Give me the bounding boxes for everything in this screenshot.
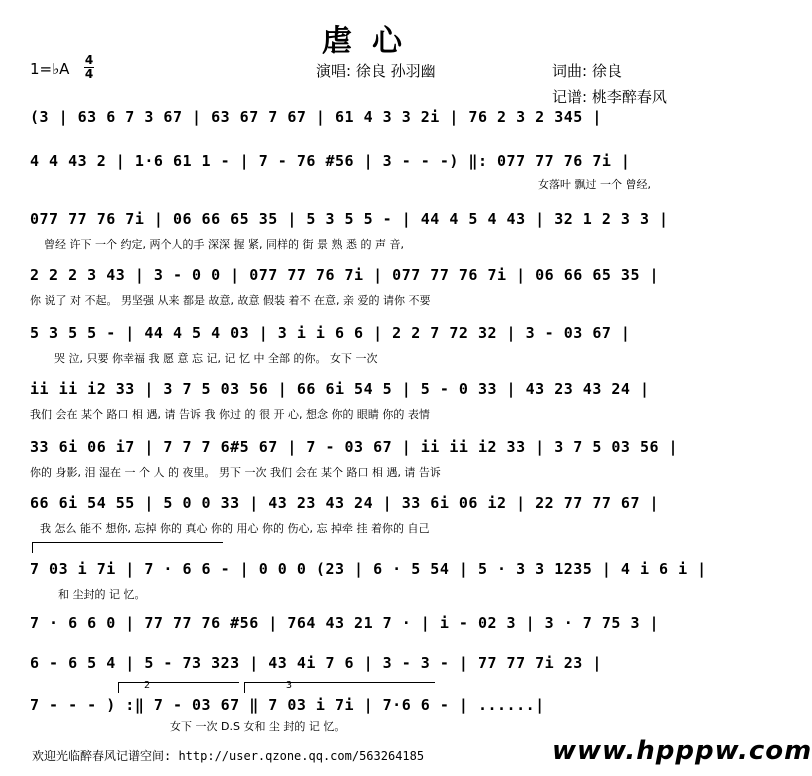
volta-2-number: 2 <box>144 680 151 691</box>
key-signature: 1=♭A <box>30 60 70 78</box>
row-3-lyrics: 曾经 许下 一个 约定, 两个人的手 深深 握 紧, 同样的 街 景 熟 悉 的 声 音, <box>44 238 404 251</box>
row-12-lyrics: 女下 一次 D.S 女和 尘 封的 记 忆。 <box>170 720 346 733</box>
volta-3-number: 3 <box>286 680 293 691</box>
row-9-lyrics: 和 尘封的 记 忆。 <box>58 588 146 601</box>
row-4-lyrics: 你 说了 对 不起。 男坚强 从来 都是 故意, 故意 假装 着不 在意, 亲 爱的 请你 不要 <box>30 294 431 307</box>
row-7-lyrics: 你的 身影, 泪 湿在 一 个 人 的 夜里。 男下 一次 我们 会在 某个 路口 相 遇, 请 告诉 <box>30 466 441 479</box>
slur-bracket <box>32 542 223 553</box>
row-6-notes: ii ii i2 33 | 3 7 5 03 56 | 66 6i 54 5 | 5 - 0 33 | 43 23 43 24 | <box>30 380 650 398</box>
transcriber: 记谱: 桃李醉春风 <box>552 88 667 106</box>
volta-3-bracket <box>244 682 435 693</box>
site-logo: www.hpppw.com <box>552 736 812 766</box>
footer-text: 欢迎光临醉春风记谱空间: http://user.qzone.qq.com/563264185 <box>32 749 425 763</box>
singers: 演唱: 徐良 孙羽幽 <box>316 62 436 80</box>
time-signature <box>84 54 94 81</box>
row-5-notes: 5 3 5 5 - | 44 4 5 4 03 | 3 i i 6 6 | 2 2 7 72 32 | 3 - 03 67 | <box>30 324 631 342</box>
row-3-notes: 077 77 76 7i | 06 66 65 35 | 5 3 5 5 - | 44 4 5 4 43 | 32 1 2 3 3 | <box>30 210 669 228</box>
row-9-notes: 7 03 i 7i | 7 · 6 6 - | 0 0 0 (23 | 6 · 5 54 | 5 · 3 3 1235 | 4 i 6 i | <box>30 560 707 578</box>
row-8-lyrics: 我 怎么 能不 想你, 忘掉 你的 真心 你的 用心 你的 伤心, 忘 掉牵 挂 着你的 自己 <box>40 522 430 535</box>
row-8-notes: 66 6i 54 55 | 5 0 0 33 | 43 23 43 24 | 33 6i 06 i2 | 22 77 77 67 | <box>30 494 660 512</box>
row-6-lyrics: 我们 会在 某个 路口 相 遇, 请 告诉 我 你过 的 很 开 心, 想念 你的 眼睛 你的 表情 <box>30 408 430 421</box>
row-12-notes: 7 - - - ) :‖ 7 - 03 67 ‖ 7 03 i 7i | 7·6 6 - | ......| <box>30 696 545 714</box>
row-10-notes: 7 · 6 6 0 | 77 77 76 #56 | 764 43 21 7 · | i - 02 3 | 3 · 7 75 3 | <box>30 614 660 632</box>
lyricist-composer: 词曲: 徐良 <box>552 62 622 80</box>
time-sig-top: 4 <box>84 53 94 67</box>
volta-2-bracket <box>118 682 239 693</box>
row-2-lyrics: 女落叶 飘过 一个 曾经, <box>538 178 651 191</box>
time-sig-bottom: 4 <box>84 67 94 81</box>
row-5-lyrics: 哭 泣, 只要 你幸福 我 愿 意 忘 记, 记 忆 中 全部 的你。 女下 一次 <box>54 352 378 365</box>
row-1-notes: (3 | 63 6 7 3 67 | 63 67 7 67 | 61 4 3 3 2i | 76 2 3 2 345 | <box>30 108 602 126</box>
row-2-notes: 4 4 43 2 | 1·6 61 1 - | 7 - 76 #56 | 3 - - -) ‖: 077 77 76 7i | <box>30 152 631 170</box>
song-title: 虐心 <box>322 24 422 59</box>
row-7-notes: 33 6i 06 i7 | 7 7 7 6#5 67 | 7 - 03 67 | ii ii i2 33 | 3 7 5 03 56 | <box>30 438 679 456</box>
row-4-notes: 2 2 2 3 43 | 3 - 0 0 | 077 77 76 7i | 077 77 76 7i | 06 66 65 35 | <box>30 266 660 284</box>
row-11-notes: 6 - 6 5 4 | 5 - 73 323 | 43 4i 7 6 | 3 - 3 - | 77 77 7i 23 | <box>30 654 602 672</box>
